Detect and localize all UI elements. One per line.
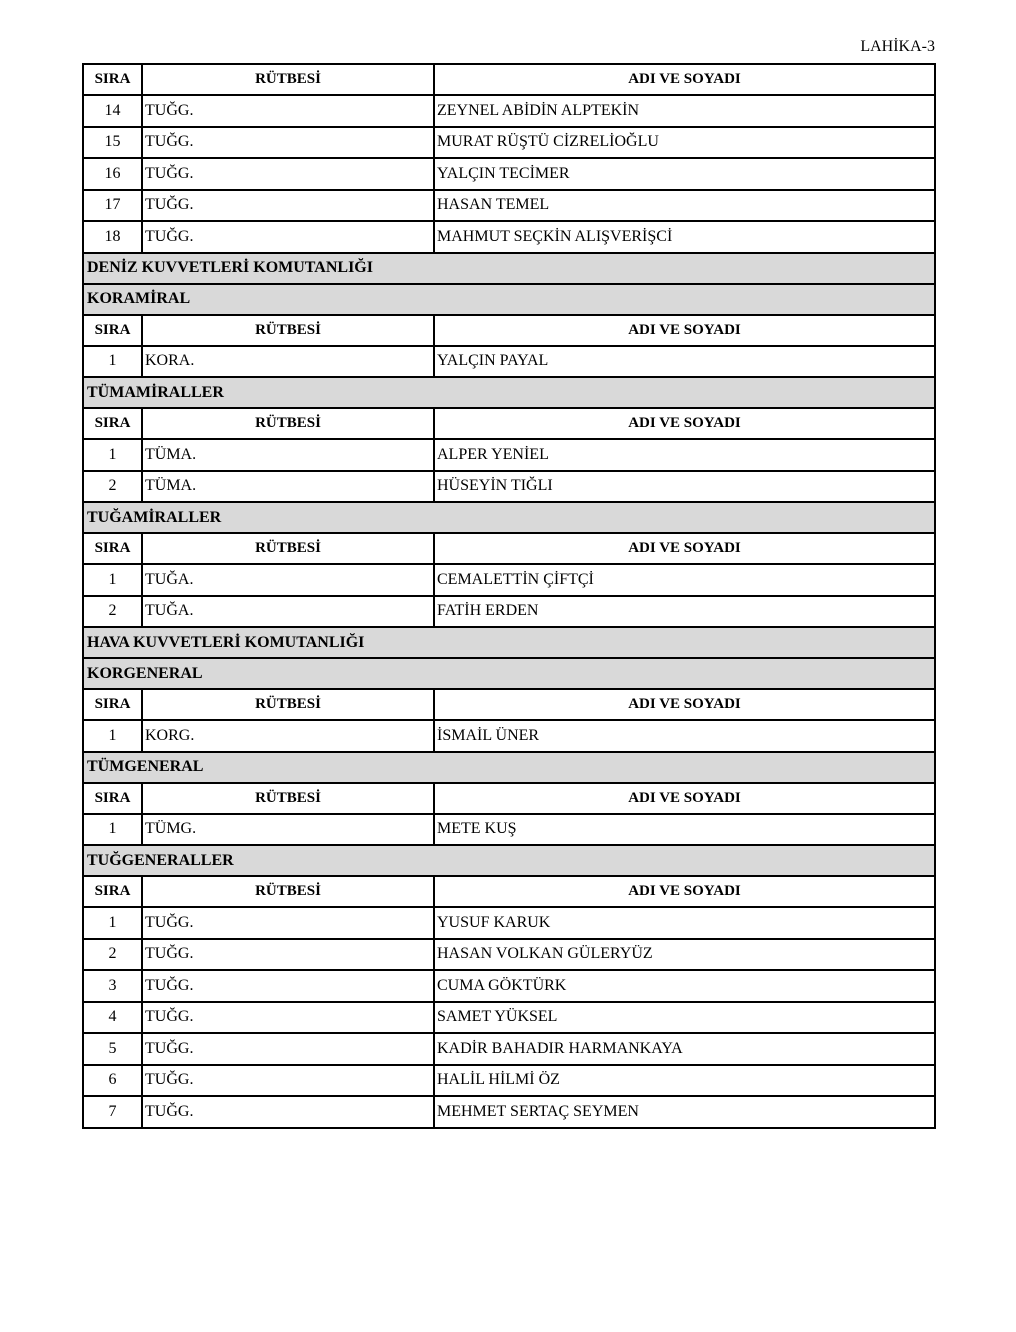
ad-cell: MEHMET SERTAÇ SEYMEN — [434, 1096, 935, 1128]
ad-cell: HASAN VOLKAN GÜLERYÜZ — [434, 939, 935, 971]
table-row — [83, 471, 935, 503]
header-sira: SIRA — [83, 533, 142, 564]
column-header-row — [83, 315, 935, 346]
sira-cell: 1 — [83, 907, 142, 939]
table-row — [83, 346, 935, 378]
table-row — [83, 221, 935, 253]
header-ad: ADI VE SOYADI — [434, 876, 935, 907]
header-rutbe: RÜTBESİ — [142, 876, 434, 907]
sira-cell: 1 — [83, 814, 142, 846]
rutbe-cell: TUĞG. — [142, 1096, 434, 1128]
table-row — [83, 564, 935, 596]
sira-cell: 2 — [83, 939, 142, 971]
ad-cell: ALPER YENİEL — [434, 439, 935, 471]
ad-cell: YALÇIN PAYAL — [434, 346, 935, 378]
rutbe-cell: TÜMG. — [142, 814, 434, 846]
section-heading: TUĞAMİRALLER — [83, 502, 935, 533]
ad-cell: FATİH ERDEN — [434, 596, 935, 628]
section-heading-row — [83, 284, 935, 315]
rutbe-cell: TÜMA. — [142, 439, 434, 471]
column-header-row — [83, 783, 935, 814]
ad-cell: HÜSEYİN TIĞLI — [434, 471, 935, 503]
ad-cell: CEMALETTİN ÇİFTÇİ — [434, 564, 935, 596]
ad-cell: MAHMUT SEÇKİN ALIŞVERİŞCİ — [434, 221, 935, 253]
section-heading: DENİZ KUVVETLERİ KOMUTANLIĞI — [83, 253, 935, 284]
table-row — [83, 720, 935, 752]
ad-cell: YUSUF KARUK — [434, 907, 935, 939]
header-rutbe: RÜTBESİ — [142, 408, 434, 439]
column-header-row — [83, 64, 935, 95]
section-heading: HAVA KUVVETLERİ KOMUTANLIĞI — [83, 627, 935, 658]
sira-cell: 16 — [83, 158, 142, 190]
rutbe-cell: TUĞG. — [142, 1033, 434, 1065]
sira-cell: 1 — [83, 720, 142, 752]
sira-cell: 6 — [83, 1065, 142, 1097]
table-row — [83, 95, 935, 127]
rutbe-cell: TUĞG. — [142, 1002, 434, 1034]
header-sira: SIRA — [83, 315, 142, 346]
sira-cell: 1 — [83, 346, 142, 378]
sira-cell: 18 — [83, 221, 142, 253]
sira-cell: 5 — [83, 1033, 142, 1065]
sira-cell: 14 — [83, 95, 142, 127]
header-sira: SIRA — [83, 783, 142, 814]
section-heading-row — [83, 658, 935, 689]
rutbe-cell: TUĞG. — [142, 95, 434, 127]
table-row — [83, 1096, 935, 1128]
rutbe-cell: TUĞG. — [142, 127, 434, 159]
section-heading-row — [83, 253, 935, 284]
header-rutbe: RÜTBESİ — [142, 315, 434, 346]
sira-cell: 2 — [83, 596, 142, 628]
header-ad: ADI VE SOYADI — [434, 783, 935, 814]
table-row — [83, 1002, 935, 1034]
table-row — [83, 970, 935, 1002]
table-row — [83, 1065, 935, 1097]
ad-cell: SAMET YÜKSEL — [434, 1002, 935, 1034]
ad-cell: HASAN TEMEL — [434, 190, 935, 222]
rutbe-cell: TUĞG. — [142, 190, 434, 222]
rutbe-cell: TUĞG. — [142, 907, 434, 939]
section-heading-row — [83, 627, 935, 658]
header-sira: SIRA — [83, 689, 142, 720]
table-row — [83, 596, 935, 628]
header-ad: ADI VE SOYADI — [434, 315, 935, 346]
ad-cell: MURAT RÜŞTÜ CİZRELİOĞLU — [434, 127, 935, 159]
table-row — [83, 190, 935, 222]
column-header-row — [83, 533, 935, 564]
sira-cell: 1 — [83, 564, 142, 596]
rutbe-cell: TUĞG. — [142, 970, 434, 1002]
table-row — [83, 1033, 935, 1065]
section-heading-row — [83, 502, 935, 533]
header-rutbe: RÜTBESİ — [142, 689, 434, 720]
rutbe-cell: TUĞA. — [142, 564, 434, 596]
column-header-row — [83, 408, 935, 439]
header-sira: SIRA — [83, 64, 142, 95]
sira-cell: 7 — [83, 1096, 142, 1128]
sira-cell: 1 — [83, 439, 142, 471]
header-rutbe: RÜTBESİ — [142, 533, 434, 564]
table-row — [83, 814, 935, 846]
header-sira: SIRA — [83, 408, 142, 439]
section-heading: TÜMGENERAL — [83, 752, 935, 783]
rutbe-cell: TUĞG. — [142, 221, 434, 253]
ad-cell: HALİL HİLMİ ÖZ — [434, 1065, 935, 1097]
rutbe-cell: TUĞG. — [142, 939, 434, 971]
ad-cell: ZEYNEL ABİDİN ALPTEKİN — [434, 95, 935, 127]
header-rutbe: RÜTBESİ — [142, 783, 434, 814]
section-heading: KORGENERAL — [83, 658, 935, 689]
personnel-table — [82, 63, 936, 1129]
header-ad: ADI VE SOYADI — [434, 64, 935, 95]
ad-cell: YALÇIN TECİMER — [434, 158, 935, 190]
column-header-row — [83, 689, 935, 720]
ad-cell: CUMA GÖKTÜRK — [434, 970, 935, 1002]
header-ad: ADI VE SOYADI — [434, 689, 935, 720]
ad-cell: KADİR BAHADIR HARMANKAYA — [434, 1033, 935, 1065]
table-row — [83, 127, 935, 159]
rutbe-cell: TUĞA. — [142, 596, 434, 628]
table-row — [83, 907, 935, 939]
rutbe-cell: TUĞG. — [142, 158, 434, 190]
ad-cell: İSMAİL ÜNER — [434, 720, 935, 752]
ad-cell: METE KUŞ — [434, 814, 935, 846]
rutbe-cell: KORA. — [142, 346, 434, 378]
rutbe-cell: KORG. — [142, 720, 434, 752]
sira-cell: 2 — [83, 471, 142, 503]
column-header-row — [83, 876, 935, 907]
table-row — [83, 939, 935, 971]
table-row — [83, 158, 935, 190]
sira-cell: 17 — [83, 190, 142, 222]
section-heading: TUĞGENERALLER — [83, 845, 935, 876]
rutbe-cell: TUĞG. — [142, 1065, 434, 1097]
sira-cell: 4 — [83, 1002, 142, 1034]
sira-cell: 3 — [83, 970, 142, 1002]
sira-cell: 15 — [83, 127, 142, 159]
header-ad: ADI VE SOYADI — [434, 408, 935, 439]
section-heading-row — [83, 845, 935, 876]
section-heading: TÜMAMİRALLER — [83, 377, 935, 408]
page-label: LAHİKA-3 — [860, 38, 935, 55]
header-rutbe: RÜTBESİ — [142, 64, 434, 95]
section-heading: KORAMİRAL — [83, 284, 935, 315]
personnel-table-body — [83, 64, 935, 1128]
section-heading-row — [83, 752, 935, 783]
section-heading-row — [83, 377, 935, 408]
header-ad: ADI VE SOYADI — [434, 533, 935, 564]
rutbe-cell: TÜMA. — [142, 471, 434, 503]
header-sira: SIRA — [83, 876, 142, 907]
table-row — [83, 439, 935, 471]
